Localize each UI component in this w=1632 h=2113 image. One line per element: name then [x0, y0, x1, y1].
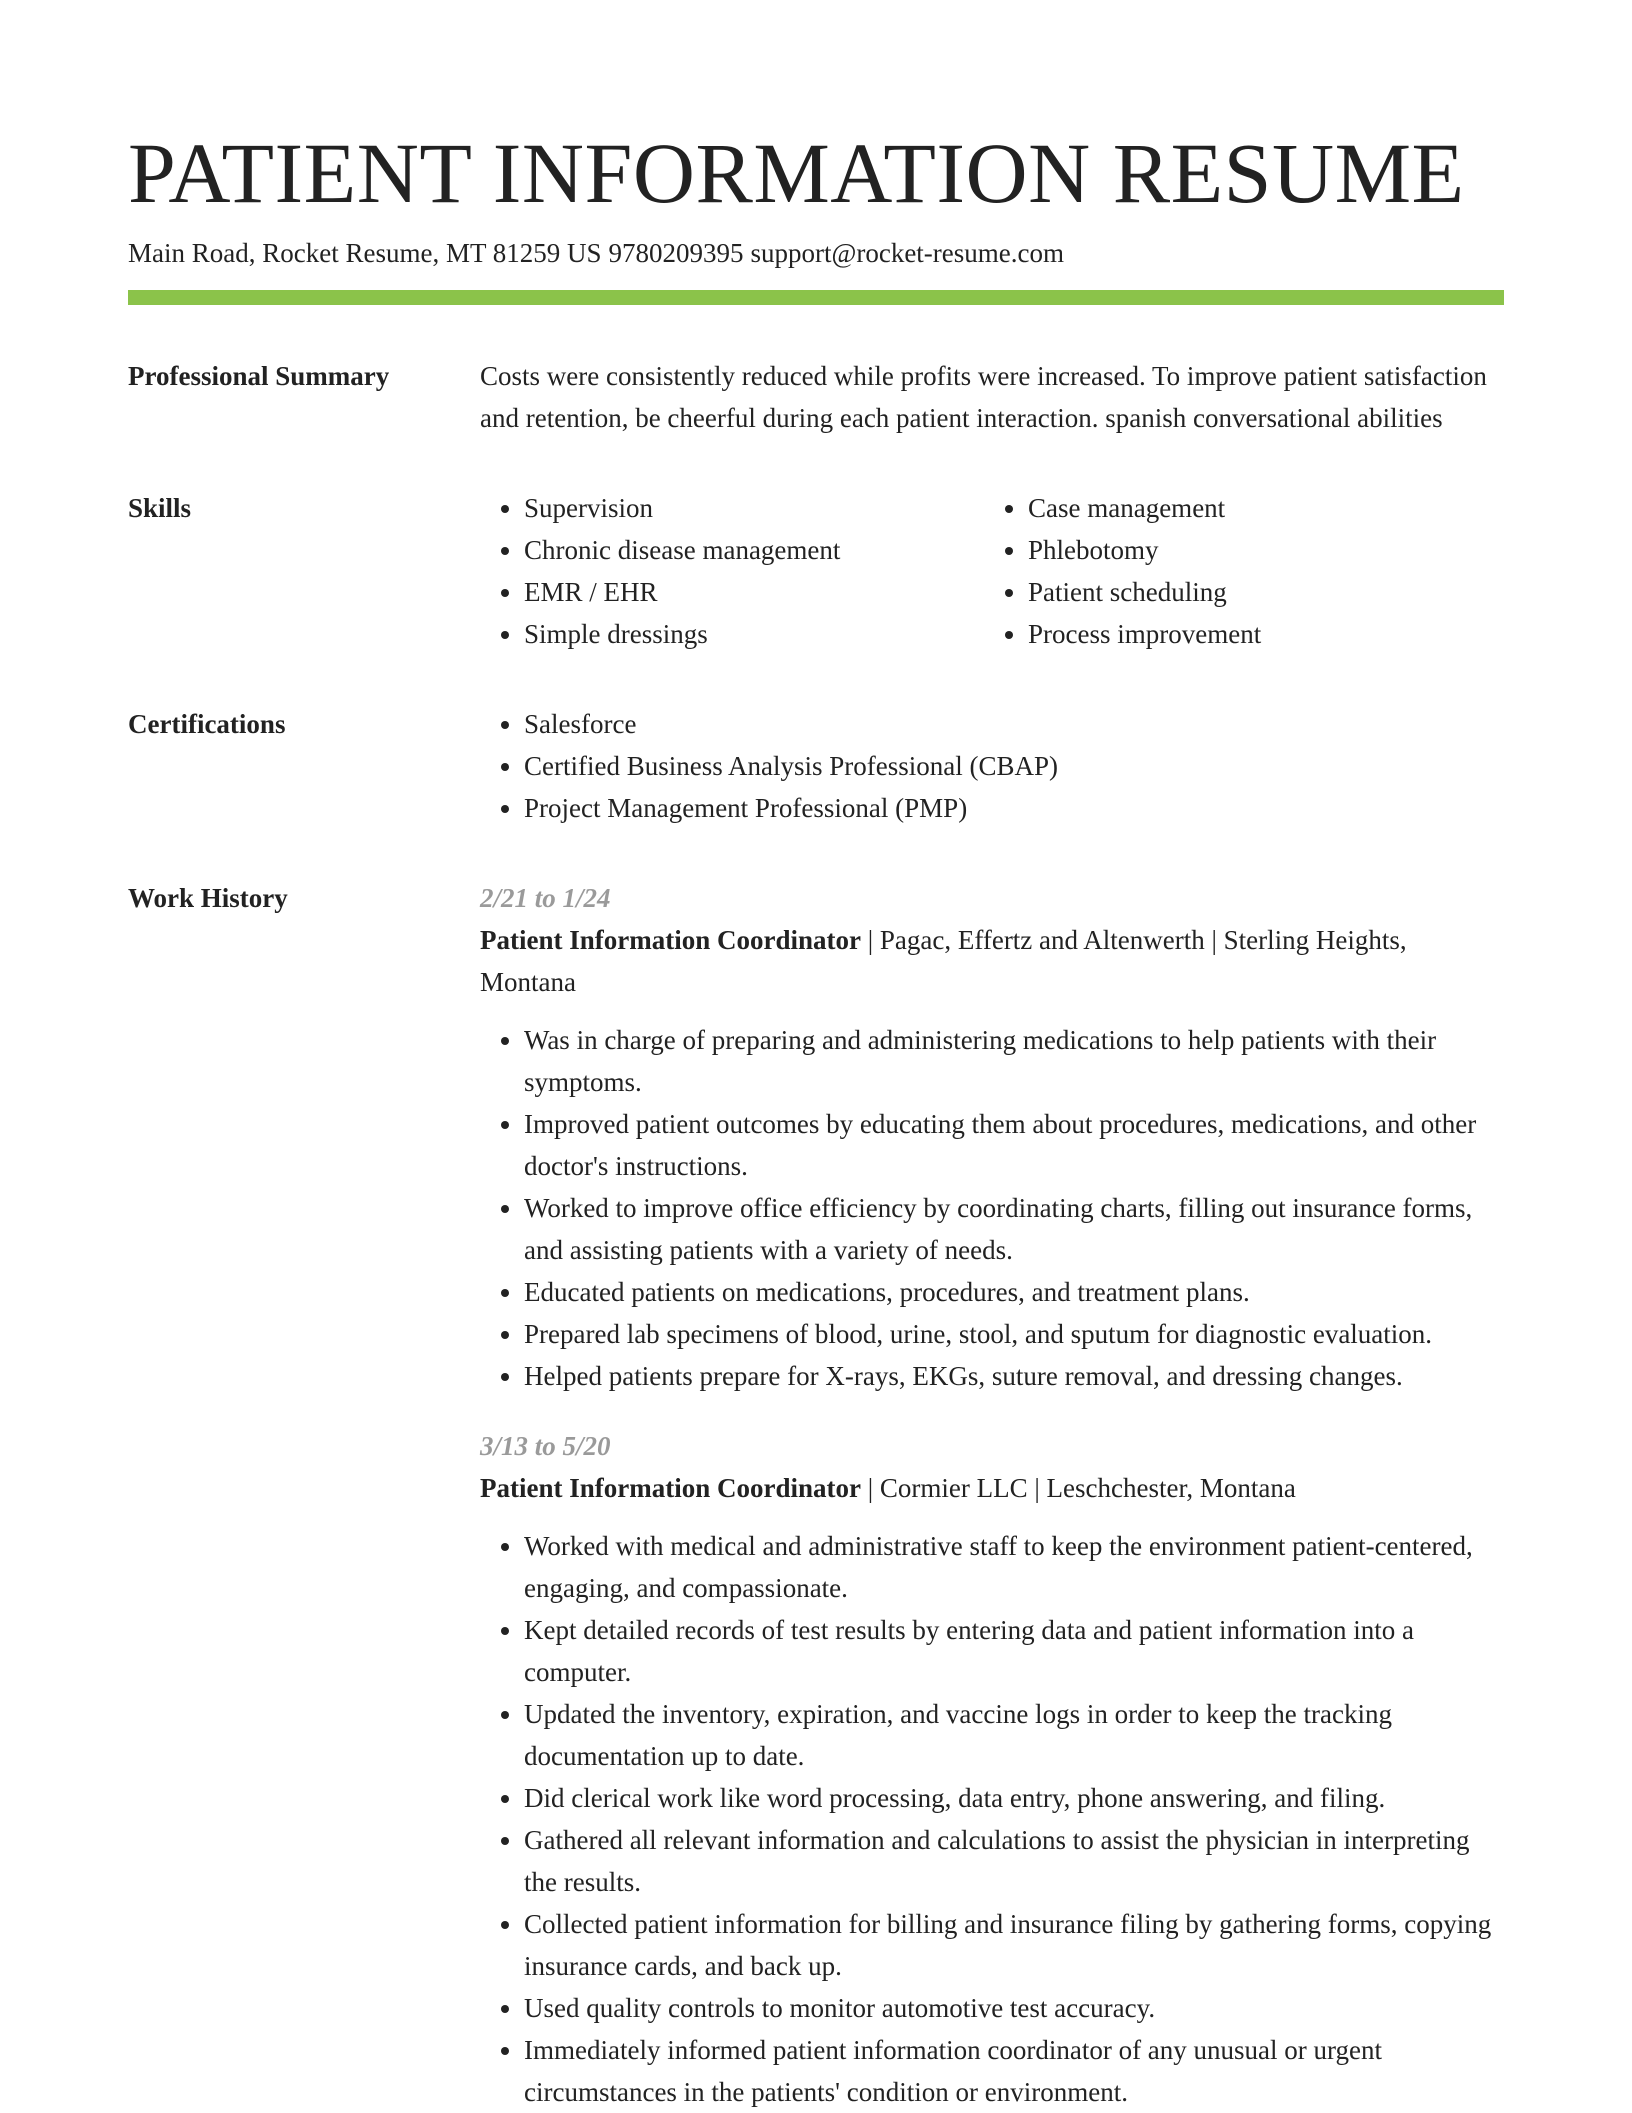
- certifications-list: [480, 703, 1504, 829]
- job-company: Cormier LLC: [879, 1473, 1028, 1503]
- section-work-history: [128, 877, 1504, 2113]
- summary-text: Costs were consistently reduced while profits were increased. To improve patient satisfaction and retention, be cheerful during each patient interaction. spanish conversational abilities: [480, 361, 1487, 433]
- job-company: Pagac, Effertz and Altenwerth: [879, 925, 1205, 955]
- certification-item: • Certified Business Analysis Professional (CBAP): [524, 745, 1504, 787]
- skill-item: • EMR / EHR: [524, 571, 984, 613]
- job-dates: 2/21 to 1/24: [480, 883, 611, 913]
- job-location: Sterling Heights, Montana: [480, 925, 1407, 997]
- section-skills: [128, 487, 1504, 655]
- job-bullet: • Updated the inventory, expiration, and vaccine logs in order to keep the tracking documentation up to date.: [524, 1693, 1504, 1777]
- job-bullet: • Improved patient outcomes by educating them about procedures, medications, and other doctor's instructions.: [524, 1103, 1504, 1187]
- contact-phone: 9780209395: [608, 238, 744, 268]
- job-separator: |: [1211, 925, 1217, 955]
- job-separator: |: [867, 925, 874, 955]
- job-bullet: • Helped patients prepare for X-rays, EKGs, suture removal, and dressing changes.: [524, 1355, 1504, 1397]
- job-bullets: [480, 1525, 1504, 2113]
- contact-address: Main Road, Rocket Resume, MT 81259 US: [128, 238, 602, 268]
- contact-line: [128, 236, 1504, 270]
- section-label-skills: Skills: [128, 493, 192, 523]
- job-bullet: • Gathered all relevant information and calculations to assist the physician in interpreting the results.: [524, 1819, 1504, 1903]
- job-bullet: • Worked with medical and administrative staff to keep the environment patient-centered, engaging, and compassionate.: [524, 1525, 1504, 1609]
- job-bullet: • Educated patients on medications, procedures, and treatment plans.: [524, 1271, 1504, 1313]
- resume-page: [128, 0, 1504, 2113]
- job-bullets: [480, 1019, 1504, 1397]
- job-separator: |: [867, 1473, 874, 1503]
- certification-item: • Salesforce: [524, 703, 1504, 745]
- skill-item: • Case management: [1028, 487, 1504, 529]
- header-divider: [128, 290, 1504, 305]
- job-bullet: • Was in charge of preparing and administering medications to help patients with their symptoms.: [524, 1019, 1504, 1103]
- skill-item: • Process improvement: [1028, 613, 1504, 655]
- section-label-certifications: Certifications: [128, 709, 286, 739]
- section-professional-summary: [128, 355, 1504, 439]
- skills-list-right: [984, 487, 1504, 655]
- job-bullet: • Immediately informed patient information coordinator of any unusual or urgent circumstances in the patients' condition or environment.: [524, 2029, 1504, 2113]
- job-title-line: [480, 1467, 1504, 1509]
- job-bullet: • Collected patient information for billing and insurance filing by gathering forms, copying insurance cards, and back up.: [524, 1903, 1504, 1987]
- skill-item: • Simple dressings: [524, 613, 984, 655]
- skill-item: • Supervision: [524, 487, 984, 529]
- resume-title: PATIENT INFORMATION RESUME: [128, 125, 1465, 221]
- section-label-work-history: Work History: [128, 883, 288, 913]
- skills-list-left: [480, 487, 984, 655]
- job-entry: [480, 1425, 1504, 2113]
- job-entry: [480, 877, 1504, 1397]
- skill-item: • Phlebotomy: [1028, 529, 1504, 571]
- section-certifications: [128, 703, 1504, 829]
- skill-item: • Chronic disease management: [524, 529, 984, 571]
- skill-item: • Patient scheduling: [1028, 571, 1504, 613]
- job-bullet: • Kept detailed records of test results by entering data and patient information into a computer.: [524, 1609, 1504, 1693]
- job-dates: 3/13 to 5/20: [480, 1431, 611, 1461]
- job-separator: |: [1034, 1473, 1040, 1503]
- job-title: Patient Information Coordinator: [480, 1473, 861, 1503]
- job-title: Patient Information Coordinator: [480, 925, 861, 955]
- contact-email: support@rocket-resume.com: [750, 238, 1065, 268]
- job-bullet: • Worked to improve office efficiency by coordinating charts, filling out insurance forms, and assisting patients with a variety of needs.: [524, 1187, 1504, 1271]
- job-location: Leschchester, Montana: [1046, 1473, 1296, 1503]
- job-bullet: • Prepared lab specimens of blood, urine, stool, and sputum for diagnostic evaluation.: [524, 1313, 1504, 1355]
- job-bullet: • Used quality controls to monitor automotive test accuracy.: [524, 1987, 1504, 2029]
- job-bullet: • Did clerical work like word processing, data entry, phone answering, and filing.: [524, 1777, 1504, 1819]
- section-label-summary: Professional Summary: [128, 361, 390, 391]
- certification-item: • Project Management Professional (PMP): [524, 787, 1504, 829]
- job-title-line: [480, 919, 1504, 1003]
